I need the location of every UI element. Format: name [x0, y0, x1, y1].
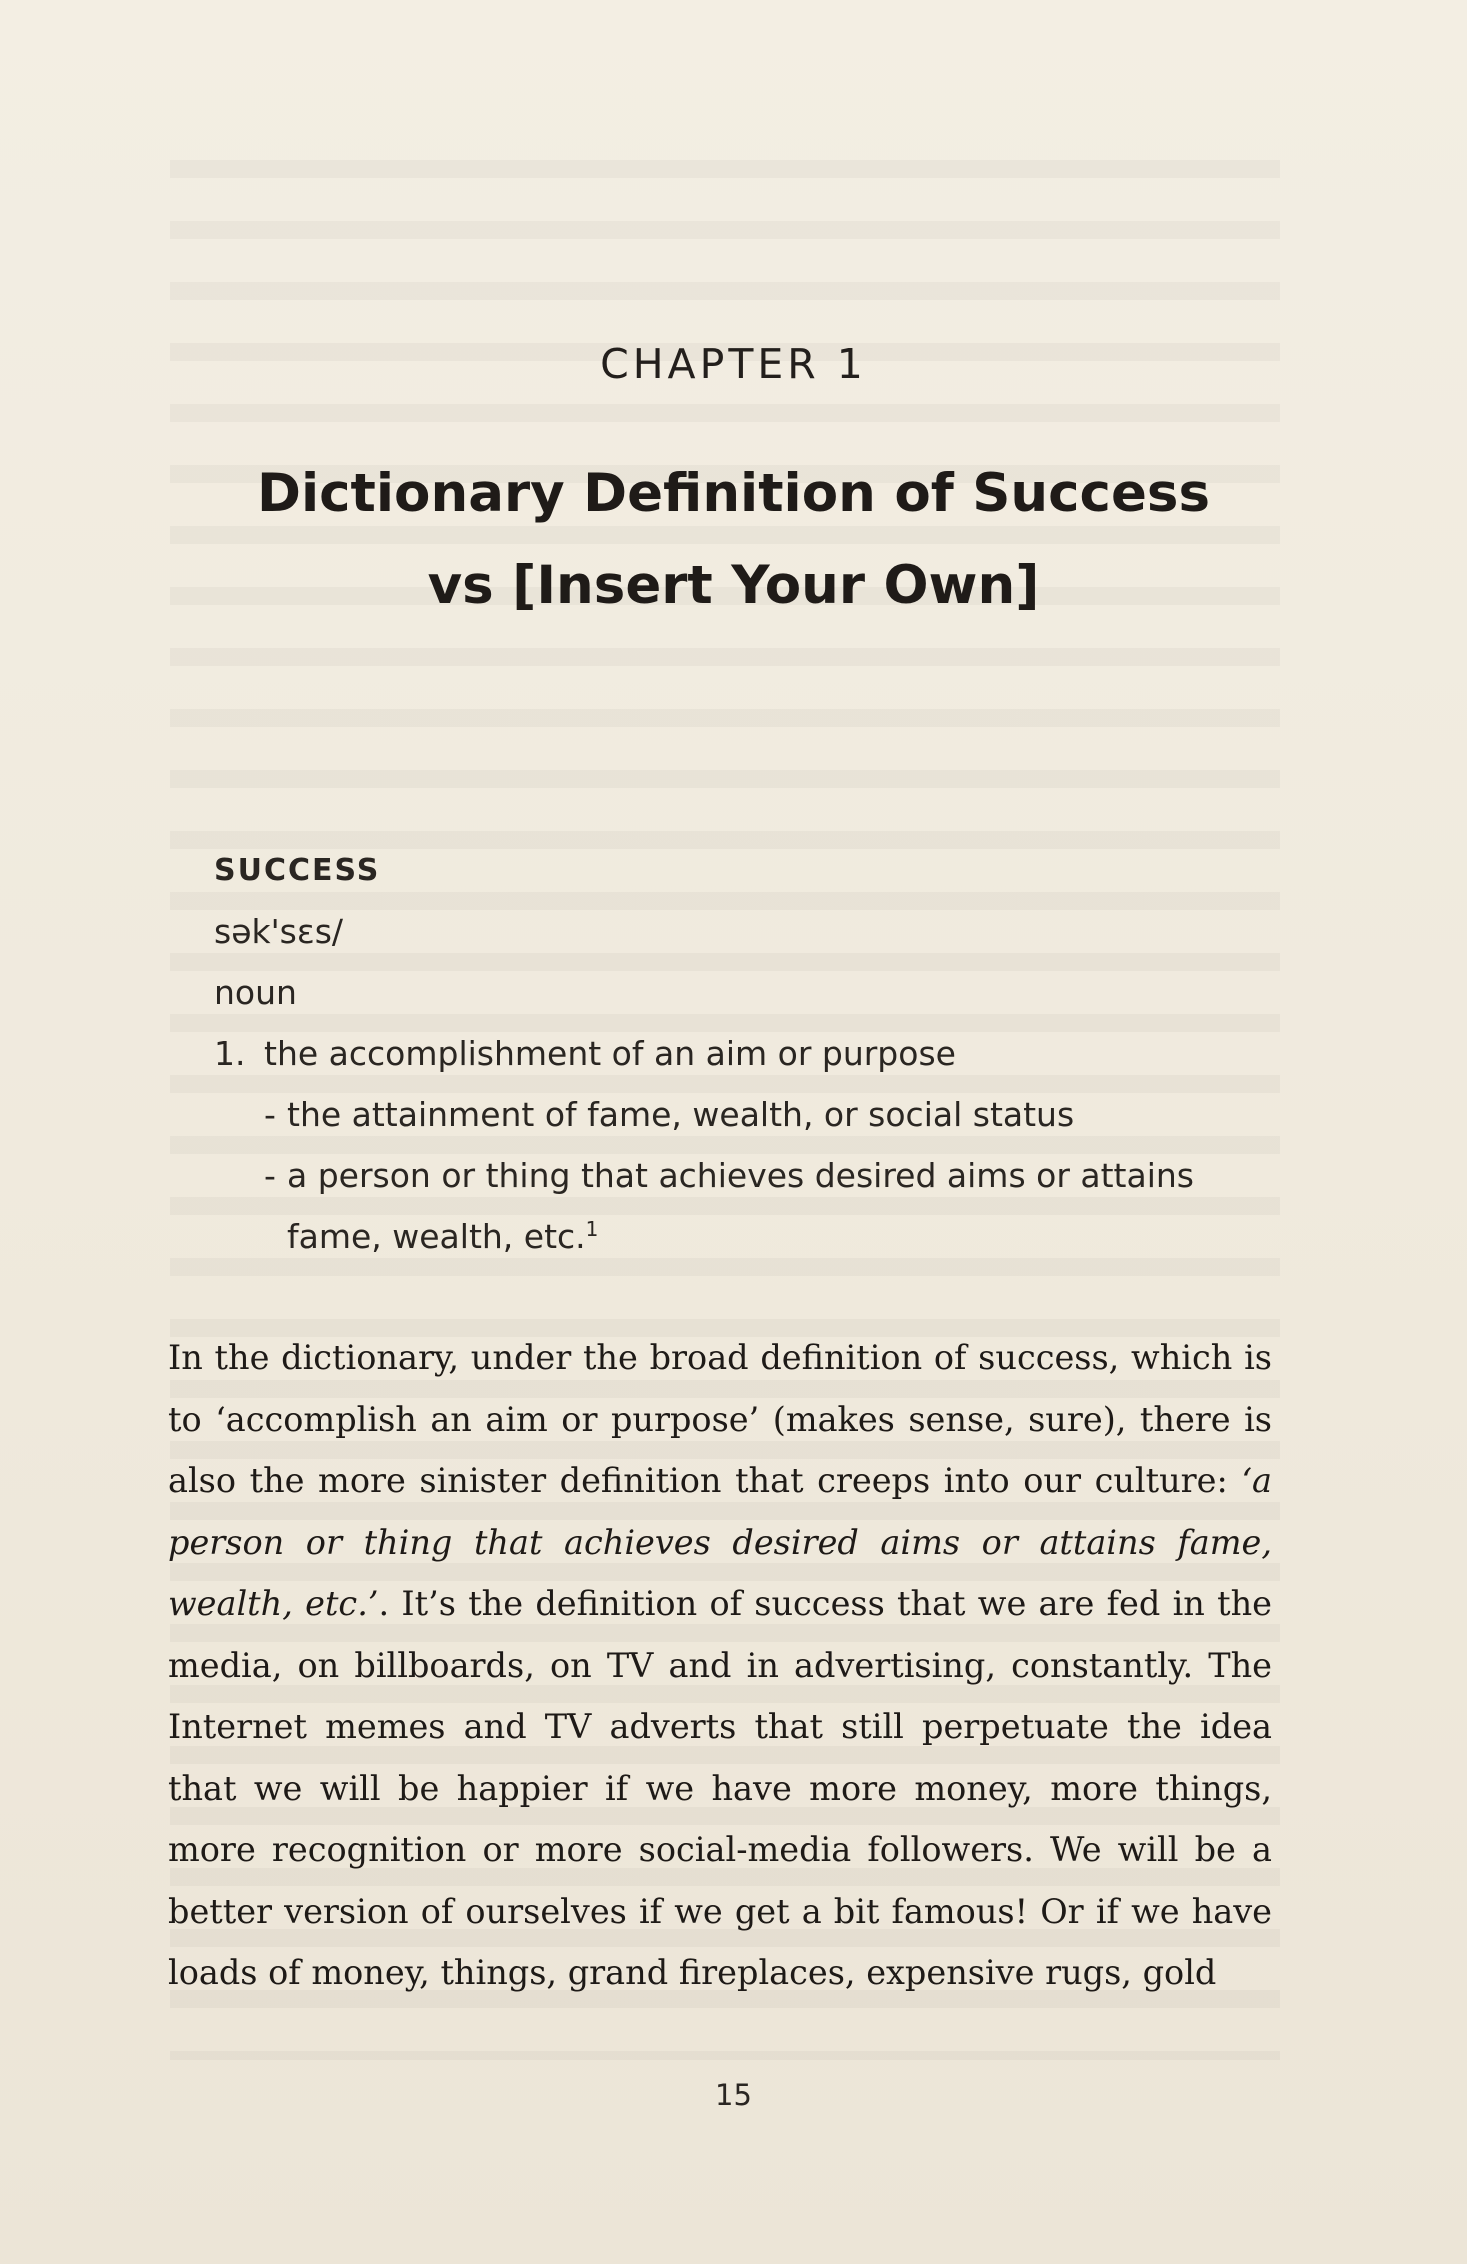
chapter-title: [0, 448, 1467, 632]
entry-part-of-speech: noun: [214, 973, 297, 1012]
subsense-text: a person or thing that achieves desired aims or attains fame, wealth, etc.: [287, 1156, 1194, 1256]
entry-headword: SUCCESS: [214, 853, 381, 888]
body-text-part-2: . It’s the definition of success that we are fed in the media, on billboards, on TV and in advertising, constantly. The Internet memes and TV adverts that still perpetuate the idea that we will be happier if we have more money, more things, more recognition or more social-media followers. We will be a better version of ourselves if we get a bit famous! Or if we have loads of money, things, grand fireplaces, expensive rugs, gold: [168, 1584, 1272, 1992]
entry-subsense: [214, 1084, 1274, 1145]
subsense-dash: -: [264, 1095, 276, 1134]
body-paragraph: [168, 1327, 1272, 2004]
dictionary-entry: [214, 840, 1274, 1267]
sense-number: 1.: [214, 1034, 246, 1073]
sense-text: the accomplishment of an aim or purpose: [264, 1034, 956, 1073]
entry-sense: [214, 1023, 1274, 1084]
page-number: 15: [715, 2078, 752, 2112]
entry-pronunciation: sək'sɛs/: [214, 912, 344, 951]
chapter-label: CHAPTER 1: [600, 340, 867, 388]
chapter-title-line-1: Dictionary Definition of Success: [256, 463, 1211, 524]
entry-subsense: [214, 1145, 1274, 1267]
chapter-title-line-2: vs [Insert Your Own]: [427, 555, 1040, 616]
subsense-text: the attainment of fame, wealth, or social status: [287, 1095, 1075, 1134]
body-text-part-1: In the dictionary, under the broad definition of success, which is to ‘accomplish an aim or purpose’ (makes sense, sure), there is also the more sinister definition that creeps into our culture:: [168, 1338, 1272, 1500]
body-italic-quote: ‘a person or thing that achieves desired aims or attains fame, wealth, etc.’: [168, 1461, 1272, 1623]
footnote-marker: 1: [585, 1217, 599, 1241]
subsense-dash: -: [264, 1156, 276, 1195]
